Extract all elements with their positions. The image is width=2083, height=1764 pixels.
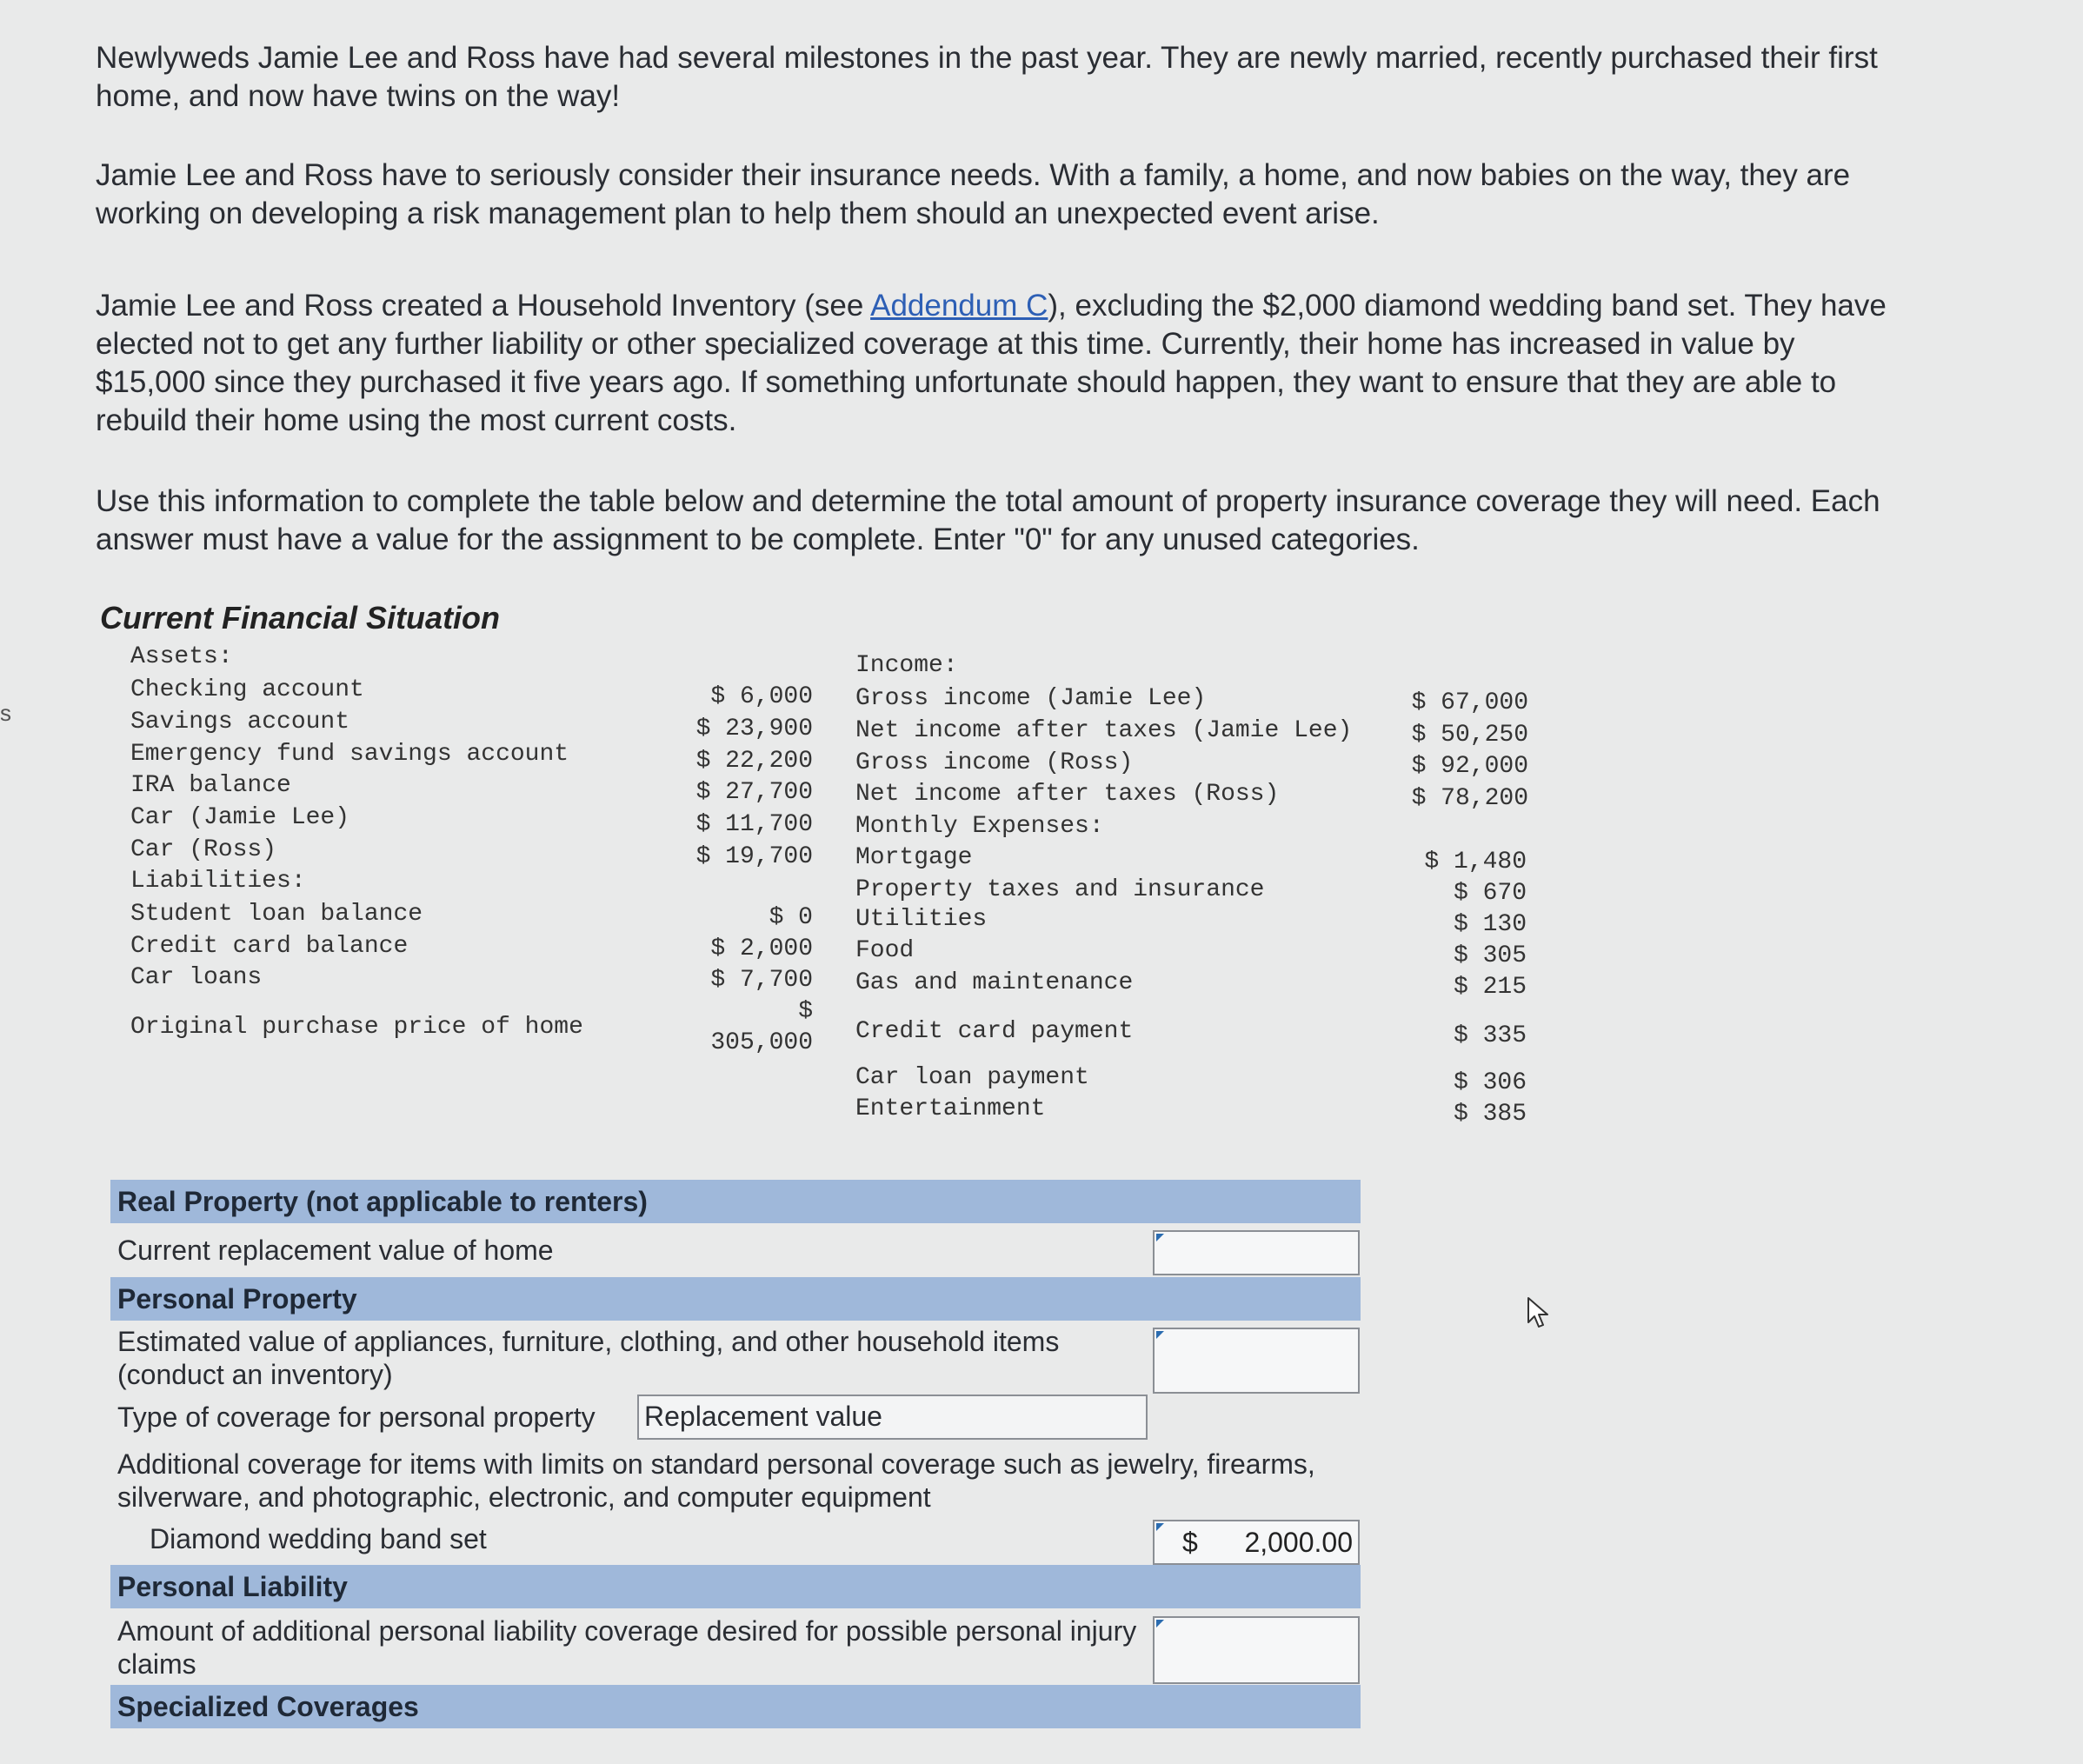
liability-value: $ 7,700 bbox=[710, 967, 813, 994]
expenses-heading: Monthly Expenses: bbox=[855, 813, 1104, 840]
asset-label: IRA balance bbox=[130, 772, 291, 799]
home-price-value-prefix: $ bbox=[798, 998, 813, 1025]
expense-label: Credit card payment bbox=[855, 1018, 1134, 1045]
asset-value: $ 6,000 bbox=[710, 683, 813, 710]
asset-label: Checking account bbox=[130, 676, 364, 703]
expense-value: $ 130 bbox=[1453, 911, 1527, 938]
liability-coverage-label-line: claims bbox=[117, 1648, 196, 1680]
personal-liability-header: Personal Liability bbox=[110, 1565, 1361, 1608]
asset-value: $ 11,700 bbox=[695, 811, 813, 838]
liability-coverage-input[interactable] bbox=[1153, 1616, 1360, 1684]
replacement-value-input[interactable] bbox=[1153, 1230, 1360, 1275]
intro-p3-line bbox=[96, 287, 2083, 325]
intro-paragraph-4 bbox=[96, 483, 2083, 559]
intro-p1-line: home, and now have twins on the way! bbox=[96, 79, 621, 113]
expense-value: $ 215 bbox=[1453, 974, 1527, 1001]
liability-coverage-label bbox=[117, 1614, 1136, 1681]
expense-label: Gas and maintenance bbox=[855, 969, 1134, 996]
expense-label: Entertainment bbox=[855, 1095, 1046, 1122]
input-corner-marker bbox=[1156, 1234, 1164, 1241]
diamond-band-label: Diamond wedding band set bbox=[150, 1523, 487, 1554]
intro-p3-line: rebuild their home using the most current costs. bbox=[96, 403, 737, 437]
expense-value: $ 335 bbox=[1453, 1022, 1527, 1049]
expense-label: Mortgage bbox=[855, 844, 973, 871]
intro-p3-line: elected not to get any further liability or other specialized coverage at this time. Currently, their home has increased in value by bbox=[96, 327, 1795, 361]
intro-p2-line: working on developing a risk management plan to help them should an unexpected event arise. bbox=[96, 196, 1380, 230]
assets-heading: Assets: bbox=[130, 643, 233, 670]
intro-p3-line: $15,000 since they purchased it five years ago. If something unfortunate should happen, they want to ensure that they are able to bbox=[96, 365, 1837, 399]
expense-value: $ 670 bbox=[1453, 880, 1527, 907]
income-label: Net income after taxes (Ross) bbox=[855, 781, 1280, 808]
expense-label: Car loan payment bbox=[855, 1064, 1089, 1091]
intro-paragraph-1 bbox=[96, 39, 2083, 116]
expense-value: $ 385 bbox=[1453, 1101, 1527, 1128]
intro-p3-text: ), excluding the $2,000 diamond wedding band set. They have bbox=[1048, 289, 1887, 323]
liability-label: Credit card balance bbox=[130, 933, 409, 960]
income-value: $ 78,200 bbox=[1411, 785, 1528, 812]
income-label: Gross income (Jamie Lee) bbox=[855, 685, 1207, 712]
expense-value: $ 306 bbox=[1453, 1069, 1527, 1096]
intro-p2-line: Jamie Lee and Ross have to seriously consider their insurance needs. With a family, a home, and now babies on the way, they are bbox=[96, 158, 1851, 192]
asset-value: $ 27,700 bbox=[695, 779, 813, 806]
liability-label: Student loan balance bbox=[130, 901, 423, 928]
liabilities-heading: Liabilities: bbox=[130, 868, 306, 895]
additional-coverage-label bbox=[117, 1448, 1315, 1514]
household-items-label bbox=[117, 1325, 1059, 1391]
expense-value: $ 1,480 bbox=[1424, 849, 1527, 875]
household-items-input[interactable] bbox=[1153, 1328, 1360, 1394]
asset-value: $ 19,700 bbox=[695, 843, 813, 870]
expense-label: Utilities bbox=[855, 906, 988, 933]
liability-value: $ 2,000 bbox=[710, 935, 813, 962]
real-property-header: Real Property (not applicable to renters) bbox=[110, 1180, 1361, 1223]
intro-paragraph-3 bbox=[96, 287, 2083, 440]
asset-label: Car (Jamie Lee) bbox=[130, 804, 350, 831]
expense-label: Food bbox=[855, 937, 915, 964]
mouse-pointer-icon bbox=[1526, 1295, 1552, 1330]
expense-label: Property taxes and insurance bbox=[855, 876, 1265, 903]
asset-label: Car (Ross) bbox=[130, 836, 277, 863]
input-corner-marker bbox=[1156, 1523, 1164, 1531]
input-corner-marker bbox=[1156, 1331, 1164, 1339]
liability-coverage-label-line: Amount of additional personal liability coverage desired for possible personal injury bbox=[117, 1615, 1137, 1647]
household-items-label-line: Estimated value of appliances, furniture, clothing, and other household items bbox=[117, 1326, 1060, 1357]
additional-coverage-label-line: silverware, and photographic, electronic, and computer equipment bbox=[117, 1481, 931, 1513]
intro-p4-line: Use this information to complete the table below and determine the total amount of property insurance coverage they will need. Each bbox=[96, 484, 1880, 518]
coverage-type-select[interactable] bbox=[637, 1395, 1148, 1440]
diamond-currency-symbol: $ bbox=[1182, 1527, 1198, 1558]
liability-label: Car loans bbox=[130, 964, 263, 991]
liability-value: $ 0 bbox=[769, 904, 813, 931]
asset-label: Savings account bbox=[130, 709, 350, 736]
expense-value: $ 305 bbox=[1453, 942, 1527, 969]
asset-label: Emergency fund savings account bbox=[130, 741, 569, 768]
income-value: $ 92,000 bbox=[1411, 753, 1528, 780]
addendum-c-link[interactable]: Addendum C bbox=[870, 289, 1048, 323]
coverage-type-label: Type of coverage for personal property bbox=[117, 1401, 596, 1433]
diamond-band-value: 2,000.00 bbox=[1244, 1527, 1353, 1558]
household-items-label-line: (conduct an inventory) bbox=[117, 1359, 393, 1390]
asset-value: $ 22,200 bbox=[695, 748, 813, 775]
edge-text-fragment: s bbox=[0, 700, 11, 726]
specialized-coverages-header: Specialized Coverages bbox=[110, 1685, 1361, 1728]
income-value: $ 50,250 bbox=[1411, 722, 1528, 749]
additional-coverage-label-line: Additional coverage for items with limits on standard personal coverage such as jewelry, firearms, bbox=[117, 1448, 1315, 1480]
personal-property-header: Personal Property bbox=[110, 1277, 1361, 1321]
intro-p4-line: answer must have a value for the assignment to be complete. Enter "0" for any unused categories. bbox=[96, 523, 1420, 556]
home-price-label: Original purchase price of home bbox=[130, 1014, 583, 1041]
asset-value: $ 23,900 bbox=[695, 716, 813, 742]
income-label: Net income after taxes (Jamie Lee) bbox=[855, 717, 1353, 744]
financial-situation-title: Current Financial Situation bbox=[100, 600, 501, 636]
home-price-value: 305,000 bbox=[710, 1029, 813, 1056]
diamond-band-input[interactable] bbox=[1153, 1520, 1360, 1565]
intro-p1-line: Newlyweds Jamie Lee and Ross have had several milestones in the past year. They are newly married, recently purchased their first bbox=[96, 41, 1878, 75]
income-heading: Income: bbox=[855, 652, 958, 679]
income-label: Gross income (Ross) bbox=[855, 749, 1134, 776]
input-corner-marker bbox=[1156, 1620, 1164, 1628]
coverage-type-selected-value: Replacement value bbox=[644, 1401, 882, 1432]
replacement-value-label: Current replacement value of home bbox=[117, 1235, 554, 1266]
intro-paragraph-2 bbox=[96, 156, 2083, 233]
intro-p3-text: Jamie Lee and Ross created a Household Inventory (see bbox=[96, 289, 871, 323]
income-value: $ 67,000 bbox=[1411, 689, 1528, 716]
